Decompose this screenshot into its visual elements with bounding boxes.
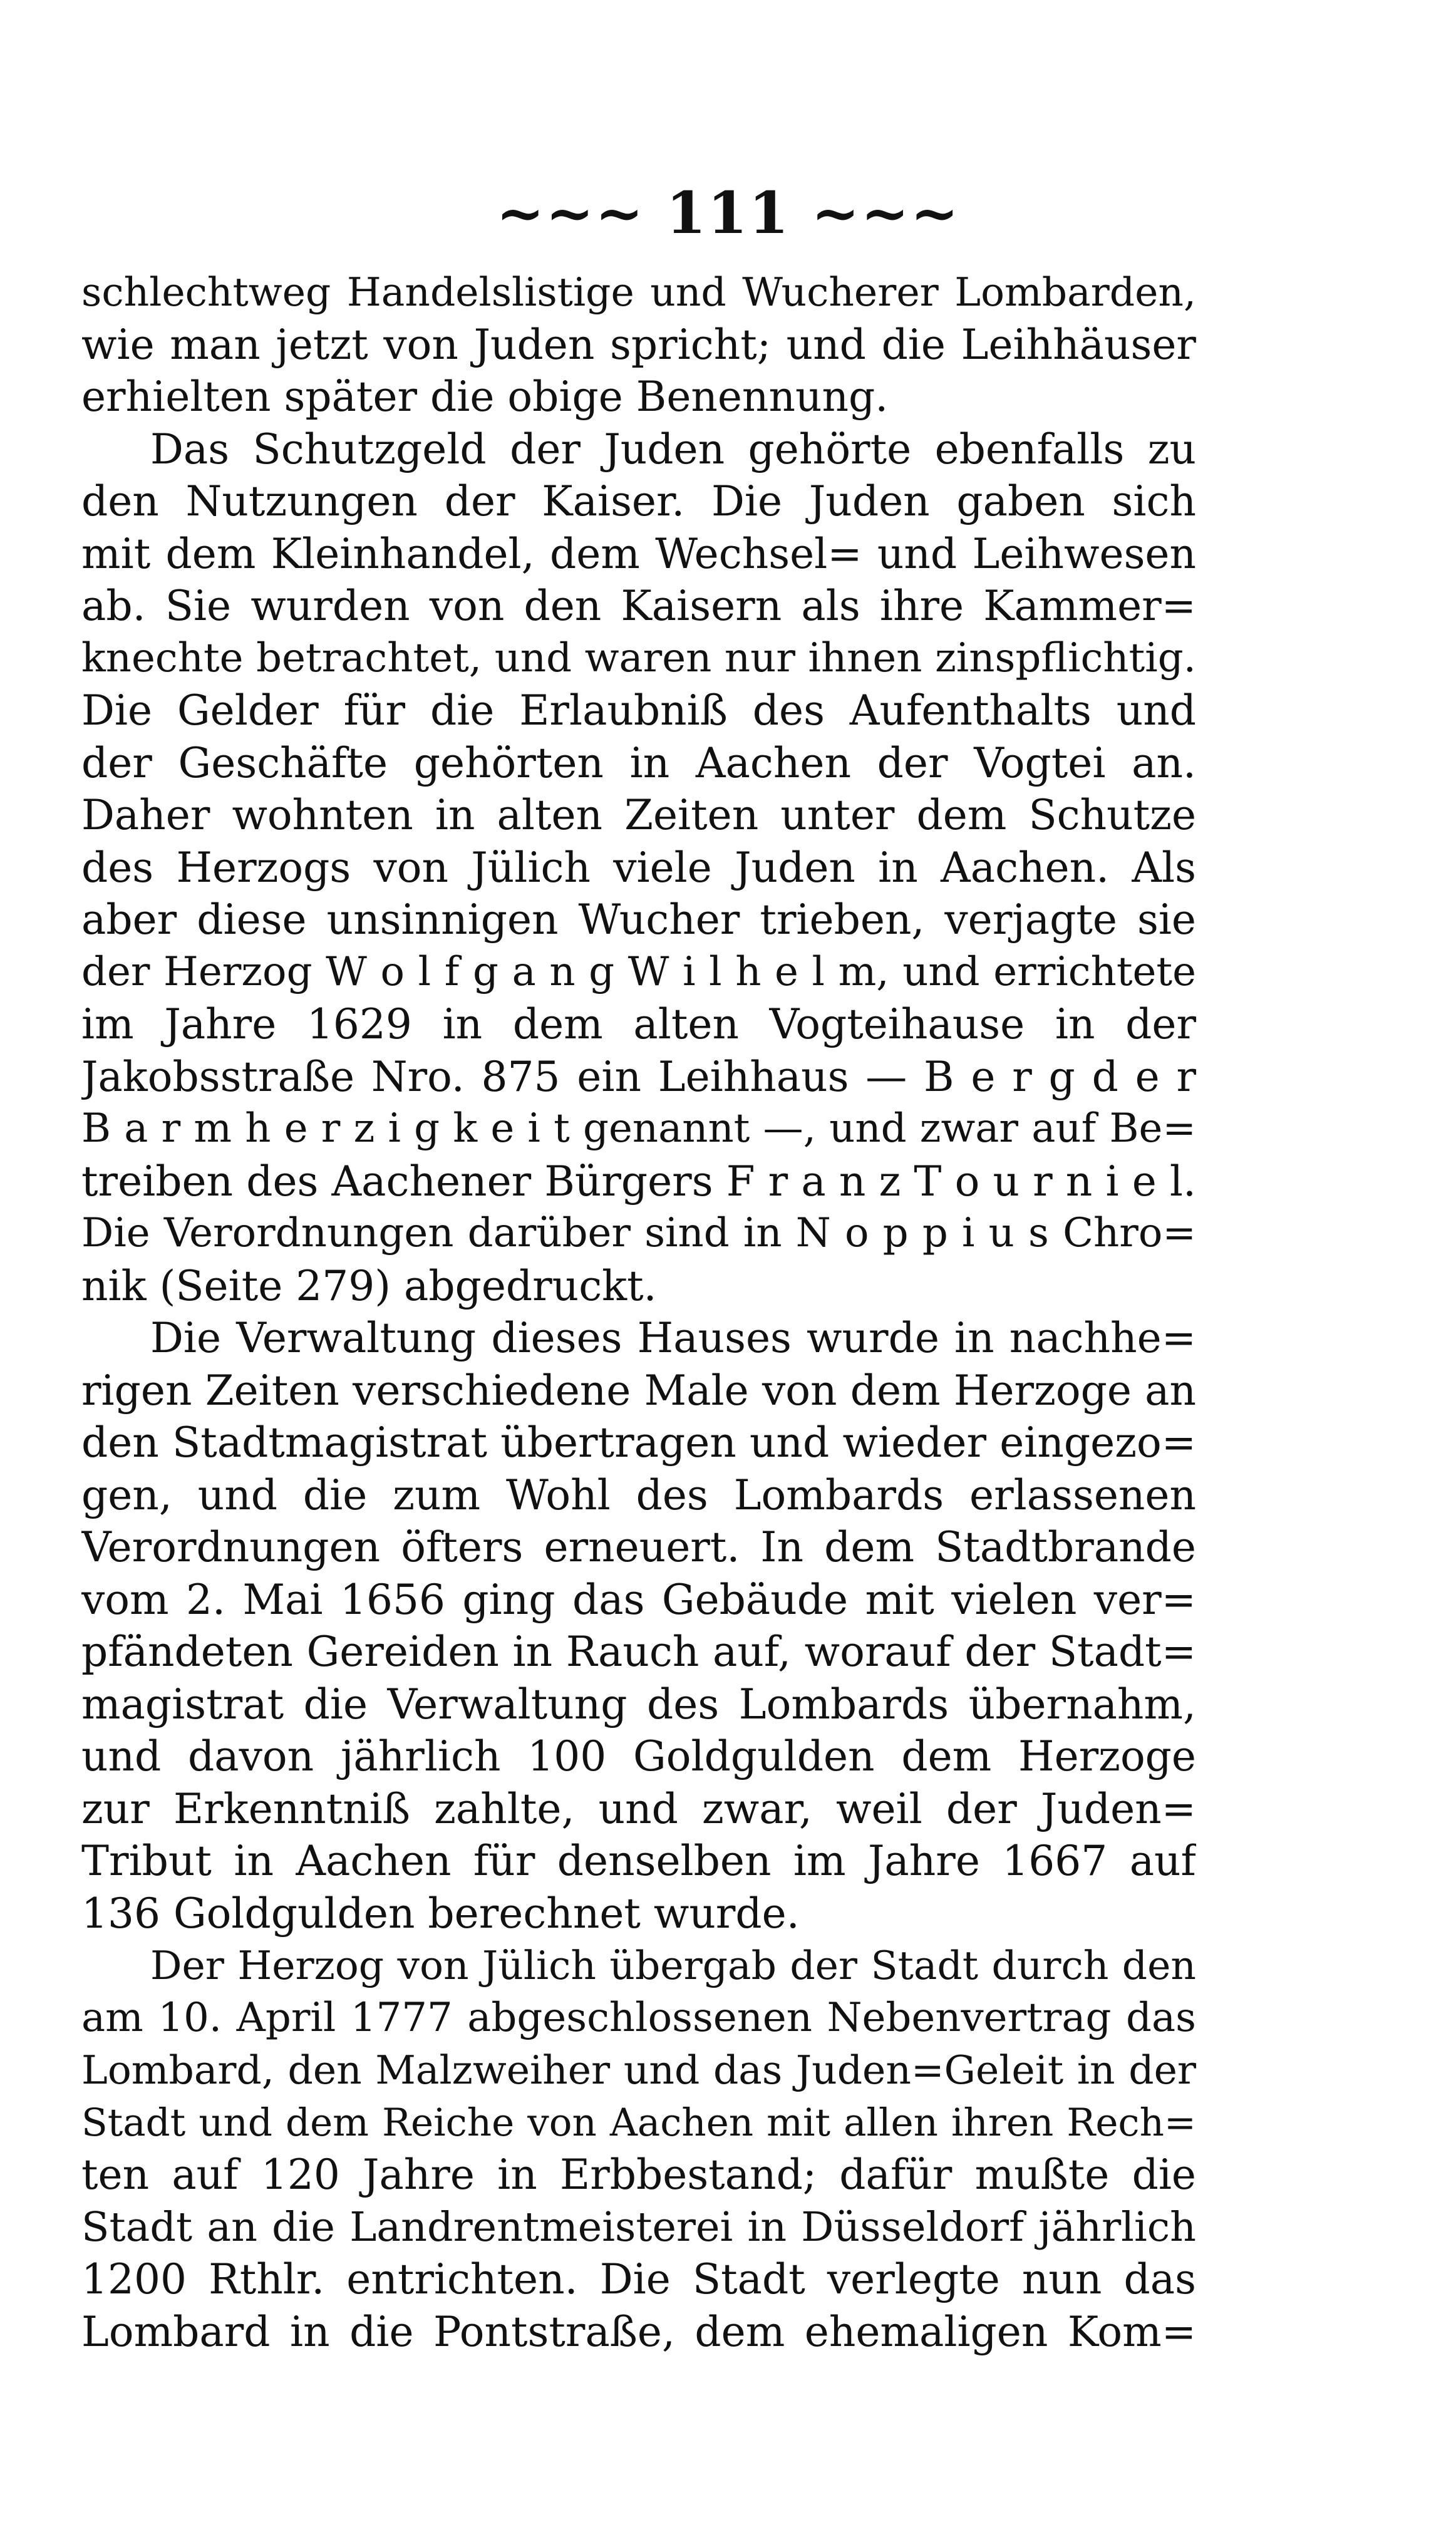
- page-number: ~~~ 111 ~~~: [496, 179, 960, 247]
- text-line: vom 2. Mai 1656 ging das Gebäude mit vielen ver=: [81, 1575, 1196, 1624]
- text-line: treiben des Aachener Bürgers F r a n z T o u r n i e l.: [81, 1157, 1196, 1206]
- text-line: im Jahre 1629 in dem alten Vogteihause in der: [81, 1000, 1196, 1048]
- text-line: Die Verordnungen darüber sind in N o p p i u s Chro=: [81, 1210, 1196, 1256]
- text-line: Jakobsstraße Nro. 875 ein Leihhaus — B e r g d e r: [81, 1052, 1196, 1101]
- text-line: Stadt an die Landrentmeisterei in Düsseldorf jährlich: [81, 2203, 1196, 2251]
- text-line: den Stadtmagistrat übertragen und wieder eingezo=: [81, 1419, 1196, 1467]
- text-line: pfändeten Gereiden in Rauch auf, worauf der Stadt=: [81, 1628, 1196, 1676]
- text-line: Die Verwaltung dieses Hauses wurde in nachhe=: [150, 1314, 1196, 1362]
- page-header: [0, 169, 1456, 257]
- text-line: mit dem Kleinhandel, dem Wechsel= und Leihwesen: [81, 529, 1196, 578]
- text-line: erhielten später die obige Benennung.: [81, 373, 889, 421]
- text-line: magistrat die Verwaltung des Lombards übernahm,: [81, 1680, 1196, 1729]
- text-line: Stadt und dem Reiche von Aachen mit allen ihren Rech=: [81, 2100, 1196, 2145]
- text-line: rigen Zeiten verschiedene Male von dem Herzoge an: [81, 1366, 1196, 1415]
- text-line: Tribut in Aachen für denselben im Jahre 1667 auf: [81, 1837, 1196, 1885]
- text-line: ab. Sie wurden von den Kaisern als ihre Kammer=: [81, 582, 1196, 630]
- text-line: 1200 Rthlr. entrichten. Die Stadt verlegte nun das: [81, 2255, 1196, 2303]
- body-text: [81, 266, 1196, 2358]
- text-line: gen, und die zum Wohl des Lombards erlassenen: [81, 1470, 1196, 1519]
- text-line: ten auf 120 Jahre in Erbbestand; dafür mußte die: [81, 2151, 1196, 2199]
- text-line: B a r m h e r z i g k e i t genannt —, und zwar auf Be=: [81, 1105, 1196, 1152]
- text-line: knechte betrachtet, und waren nur ihnen zinspflichtig.: [81, 634, 1196, 681]
- text-line: Daher wohnten in alten Zeiten unter dem Schutze: [81, 791, 1196, 839]
- text-line: der Herzog W o l f g a n g W i l h e l m, und errichtete: [81, 948, 1196, 995]
- text-line: 136 Goldgulden berechnet wurde.: [81, 1889, 800, 1938]
- text-line: Verordnungen öfters erneuert. In dem Stadtbrande: [81, 1523, 1196, 1571]
- text-line: Lombard, den Malzweiher und das Juden=Geleit in der: [81, 2047, 1196, 2093]
- text-line: nik (Seite 279) abgedruckt.: [81, 1261, 657, 1310]
- text-line: Die Gelder für die Erlaubniß des Aufenthalts und: [81, 686, 1196, 735]
- text-line: wie man jetzt von Juden spricht; und die Leihhäuser: [81, 320, 1196, 369]
- text-line: der Geschäfte gehörten in Aachen der Vogtei an.: [81, 738, 1196, 787]
- text-line: den Nutzungen der Kaiser. Die Juden gaben sich: [81, 477, 1196, 525]
- text-line: Lombard in die Pontstraße, dem ehemaligen Kom=: [81, 2307, 1196, 2356]
- text-line: des Herzogs von Jülich viele Juden in Aachen. Als: [81, 843, 1196, 892]
- text-line: am 10. April 1777 abgeschlossenen Nebenvertrag das: [81, 1994, 1196, 2041]
- text-line: zur Erkenntniß zahlte, und zwar, weil der Juden=: [81, 1784, 1196, 1833]
- text-line: schlechtweg Handelslistige und Wucherer Lombarden,: [81, 269, 1196, 315]
- text-line: und davon jährlich 100 Goldgulden dem Herzoge: [81, 1732, 1196, 1780]
- text-line: Das Schutzgeld der Juden gehörte ebenfalls zu: [150, 425, 1196, 473]
- text-line: aber diese unsinnigen Wucher trieben, verjagte sie: [81, 896, 1196, 944]
- text-line: Der Herzog von Jülich übergab der Stadt durch den: [150, 1943, 1196, 1988]
